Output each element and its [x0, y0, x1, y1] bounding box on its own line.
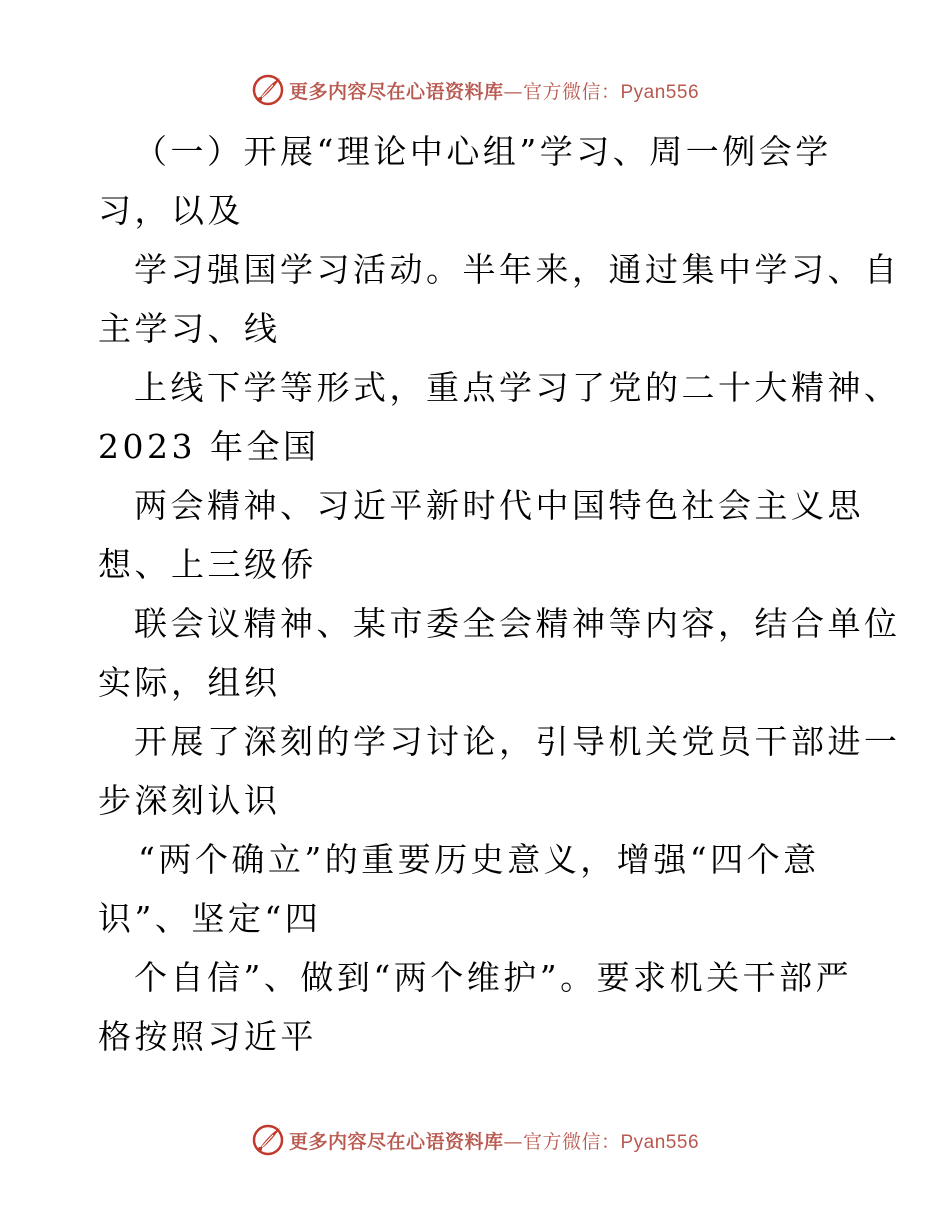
watermark-brand: 更多内容尽在心语资料库 — [288, 80, 504, 103]
watermark-wechat-label: 官方微信： — [522, 1130, 621, 1153]
text-line: 开展了深刻的学习讨论，引导机关党员干部进一 — [134, 722, 901, 761]
text-line: 实际，组织 — [98, 663, 281, 702]
text-line: 联会议精神、某市委全会精神等内容，结合单位 — [134, 604, 901, 643]
watermark-dash: — — [503, 1130, 523, 1153]
text-line: （一）开展“理论中心组”学习、周一例会学 — [134, 132, 832, 171]
text-line: 主学习、线 — [98, 309, 281, 348]
text-line: 上线下学等形式，重点学习了党的二十大精神、 — [134, 368, 901, 407]
text-line: 学习强国学习活动。半年来，通过集中学习、自 — [134, 250, 901, 289]
watermark-brand: 更多内容尽在心语资料库 — [288, 1130, 504, 1153]
text-line: “两个确立”的重要历史意义，增强“四个意 — [138, 840, 820, 879]
document-body — [98, 122, 901, 1066]
watermark-wechat-id: Pyan556 — [620, 1131, 700, 1153]
watermark-text — [289, 77, 699, 104]
text-line: 习，以及 — [98, 191, 244, 230]
watermark-text — [289, 1127, 699, 1154]
text-line: 想、上三级侨 — [98, 545, 317, 584]
feather-pen-logo-icon — [251, 1123, 285, 1157]
text-line: 步深刻认识 — [98, 781, 281, 820]
text-line: 2023 年全国 — [98, 427, 320, 466]
watermark-wechat-id: Pyan556 — [620, 81, 700, 103]
header-watermark-banner — [0, 70, 950, 110]
text-line: 格按照习近平 — [98, 1017, 317, 1056]
text-line: 两会精神、习近平新时代中国特色社会主义思 — [134, 486, 864, 525]
text-line: 识”、坚定“四 — [98, 899, 322, 938]
text-line: 个自信”、做到“两个维护”。要求机关干部严 — [134, 958, 853, 997]
feather-pen-logo-icon — [251, 73, 285, 107]
footer-watermark-banner — [0, 1120, 950, 1160]
watermark-wechat-label: 官方微信： — [522, 80, 621, 103]
watermark-dash: — — [503, 80, 523, 103]
